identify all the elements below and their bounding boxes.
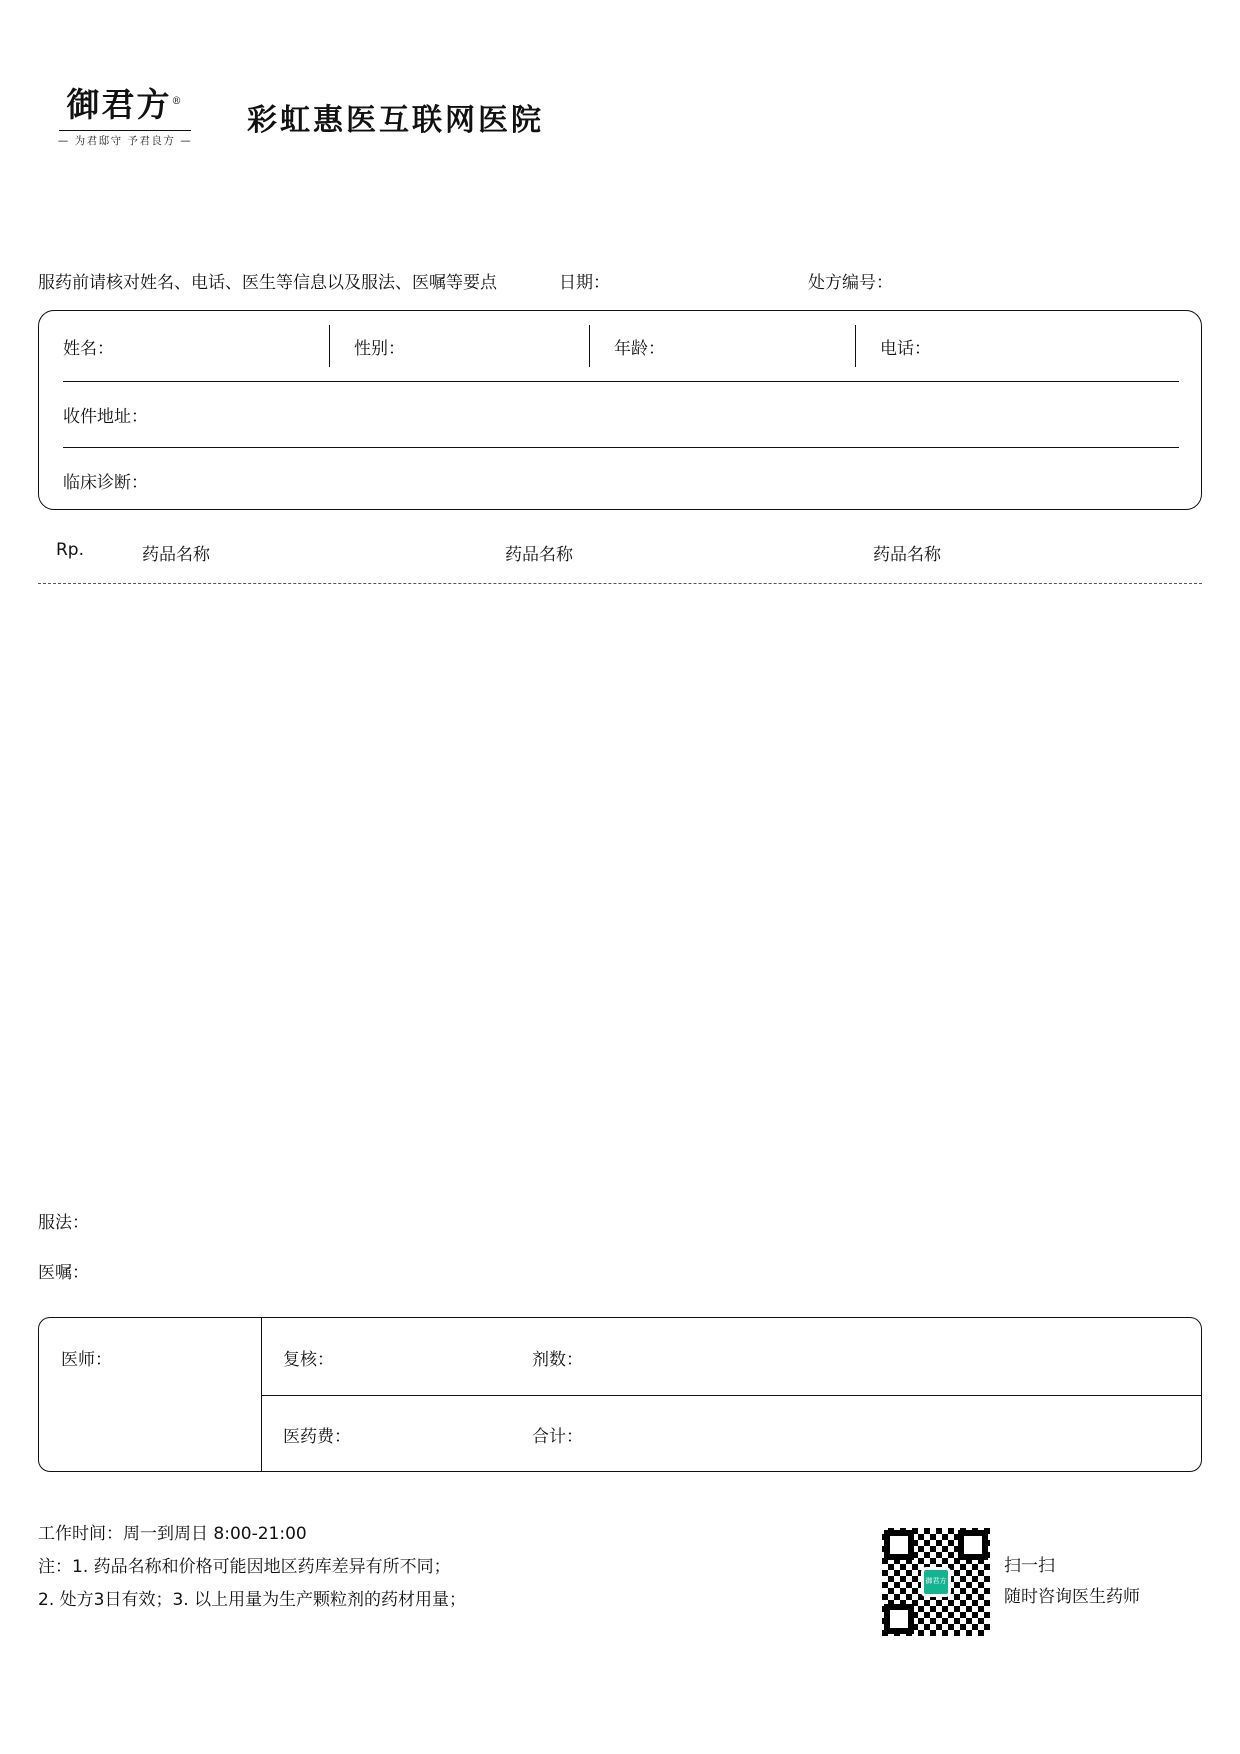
qr-logo-badge: 御君方 xyxy=(921,1567,951,1597)
logo-main-text: 御君方 xyxy=(66,85,172,124)
recheck-field[interactable] xyxy=(283,1345,334,1370)
doctor-field[interactable] xyxy=(61,1345,112,1370)
qr-caption xyxy=(1004,1551,1140,1614)
patient-gender-field[interactable] xyxy=(329,325,589,367)
total-field[interactable] xyxy=(532,1422,583,1447)
doctor-label: 医师： xyxy=(61,1350,112,1370)
prescription-number-label: 处方编号： xyxy=(808,273,893,293)
footer-notes xyxy=(38,1518,466,1617)
clinical-diagnosis-field[interactable] xyxy=(39,447,1201,513)
page-title: 彩虹惠医互联网医院 xyxy=(247,103,544,139)
registered-trademark-icon: ® xyxy=(171,96,184,107)
doses-label: 剂数： xyxy=(532,1350,583,1370)
doses-field[interactable] xyxy=(532,1345,583,1370)
drug-name-column-1: 药品名称 xyxy=(142,545,210,565)
clinical-diagnosis-label: 临床诊断： xyxy=(63,472,148,493)
note-line-1: 注：1. 药品名称和价格可能因地区药库差异有所不同； xyxy=(38,1557,451,1578)
qr-caption-line-2: 随时咨询医生药师 xyxy=(1004,1587,1140,1607)
recheck-label: 复核： xyxy=(283,1350,334,1370)
qr-caption-line-1: 扫一扫 xyxy=(1004,1555,1055,1576)
brand-logo xyxy=(55,85,195,147)
work-time-text: 工作时间：周一到周日 8:00-21:00 xyxy=(38,1524,307,1544)
qr-area xyxy=(882,1528,1140,1636)
usage-field[interactable] xyxy=(38,1208,89,1233)
patient-info-box xyxy=(38,310,1202,510)
logo-wordmark xyxy=(66,85,184,124)
patient-name-field[interactable] xyxy=(39,311,329,381)
qr-code-icon[interactable] xyxy=(882,1528,990,1636)
notice-text: 服药前请核对姓名、电话、医生等信息以及服法、医嘱等要点 xyxy=(38,273,497,293)
logo-divider xyxy=(59,130,191,131)
patient-age-field[interactable] xyxy=(589,325,855,367)
patient-gender-label: 性别： xyxy=(354,338,405,359)
patient-name-label: 姓名： xyxy=(63,338,114,359)
qr-finder-bottom-left xyxy=(884,1604,914,1634)
patient-age-label: 年龄： xyxy=(614,338,665,359)
medicine-fee-label: 医药费： xyxy=(283,1427,351,1447)
logo-tagline: — 为君邸守 予君良方 — xyxy=(57,135,193,147)
doctor-advice-label: 医嘱： xyxy=(38,1263,89,1283)
date-label: 日期： xyxy=(559,273,610,293)
patient-address-field[interactable] xyxy=(39,381,1201,447)
patient-phone-label: 电话： xyxy=(880,338,931,359)
rp-dashed-divider xyxy=(38,583,1202,584)
note-line-2: 2. 处方3日有效；3. 以上用量为生产颗粒剂的药材用量； xyxy=(38,1590,467,1611)
patient-basic-row xyxy=(39,311,1201,381)
signature-box xyxy=(38,1317,1202,1472)
patient-phone-field[interactable] xyxy=(855,325,1155,367)
total-label: 合计： xyxy=(532,1427,583,1447)
signature-horizontal-divider xyxy=(261,1395,1201,1396)
drug-name-column-2: 药品名称 xyxy=(505,545,573,565)
drug-name-column-3: 药品名称 xyxy=(873,545,941,565)
medicine-fee-field[interactable] xyxy=(283,1422,351,1447)
usage-label: 服法： xyxy=(38,1213,89,1233)
doctor-advice-field[interactable] xyxy=(38,1258,89,1283)
rp-symbol: Rp. xyxy=(56,540,85,560)
document-header xyxy=(55,85,544,147)
patient-address-label: 收件地址： xyxy=(63,406,148,427)
notice-row xyxy=(38,268,1202,293)
